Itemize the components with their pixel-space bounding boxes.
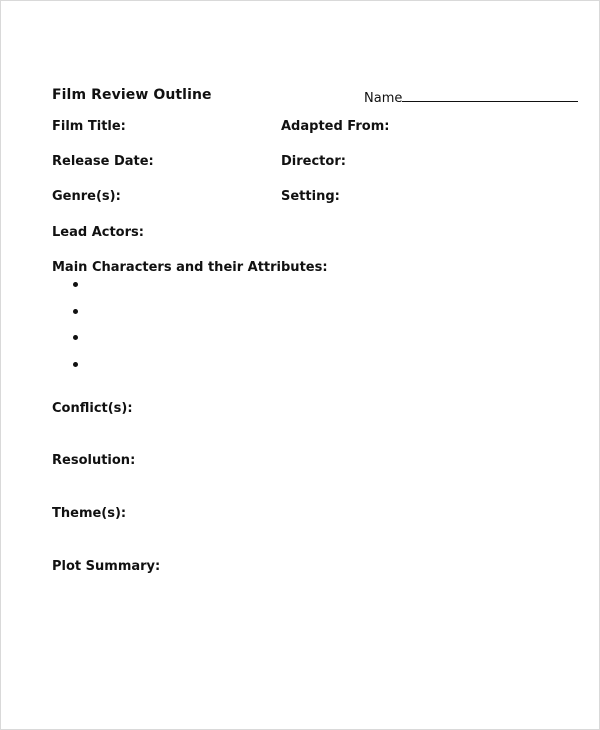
resolution-label: Resolution:: [52, 453, 136, 468]
name-blank-line: [402, 89, 578, 102]
release-date-label: Release Date:: [52, 154, 154, 169]
genres-label: Genre(s):: [52, 189, 121, 204]
document-title: Film Review Outline: [52, 87, 212, 103]
character-bullet: [73, 362, 78, 367]
character-bullet: [73, 335, 78, 340]
main-characters-label: Main Characters and their Attributes:: [52, 260, 328, 275]
character-bullet: [73, 282, 78, 287]
character-bullet: [73, 309, 78, 314]
conflicts-label: Conflict(s):: [52, 401, 133, 416]
director-label: Director:: [281, 154, 346, 169]
plot-summary-label: Plot Summary:: [52, 559, 161, 574]
adapted-from-label: Adapted From:: [281, 119, 390, 134]
lead-actors-label: Lead Actors:: [52, 225, 144, 240]
setting-label: Setting:: [281, 189, 340, 204]
name-label: Name: [364, 91, 403, 106]
themes-label: Theme(s):: [52, 506, 127, 521]
film-title-label: Film Title:: [52, 119, 126, 134]
name-field: [364, 89, 578, 106]
